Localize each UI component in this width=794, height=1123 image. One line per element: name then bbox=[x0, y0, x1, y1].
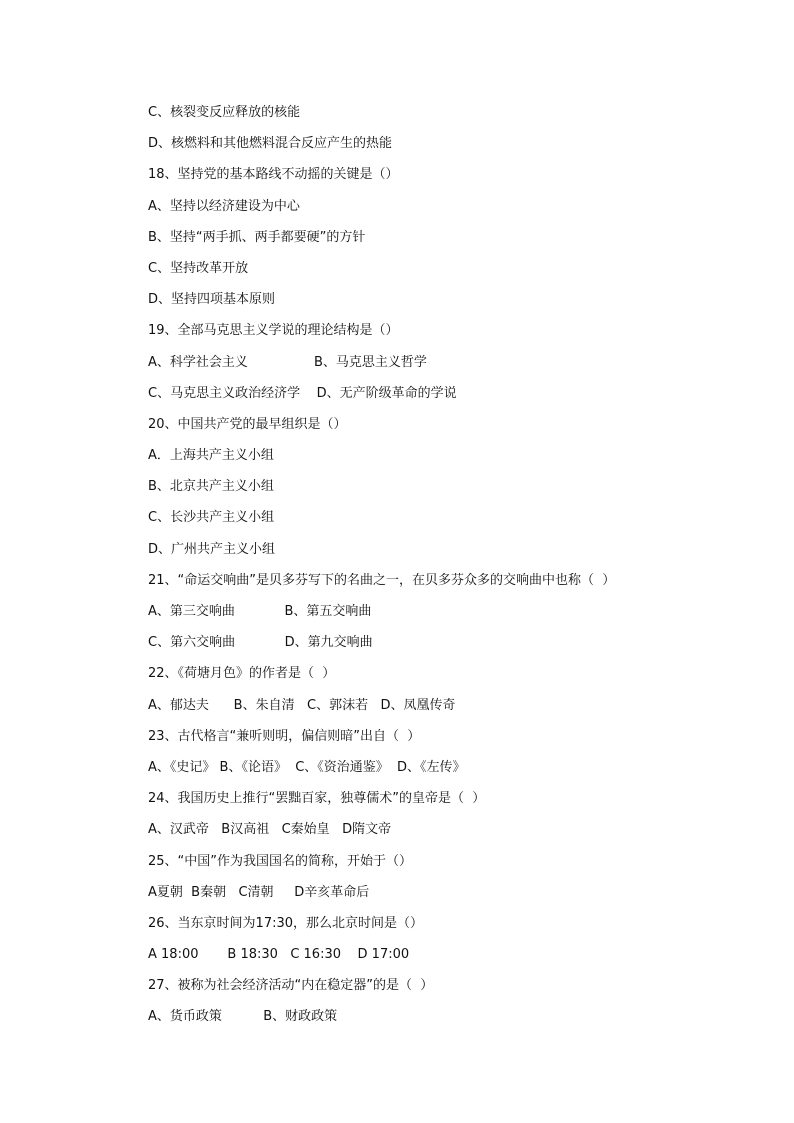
option-line: C、马克思主义政治经济学 D、无产阶级革命的学说 bbox=[148, 385, 457, 401]
option-line: A、《史记》 B、《论语》 C、《资治通鉴》 D、《左传》 bbox=[148, 759, 466, 775]
question-line: 21、“命运交响曲”是贝多芬写下的名曲之一，在贝多芬众多的交响曲中也称（ ） bbox=[148, 572, 616, 588]
option-line: B、北京共产主义小组 bbox=[148, 479, 274, 495]
question-line: 27、被称为社会经济活动“内在稳定器”的是（ ） bbox=[148, 978, 434, 994]
option-line: A 18:00 B 18:30 C 16:30 D 17:00 bbox=[148, 947, 410, 963]
question-line: 24、我国历史上推行“罢黜百家，独尊儒术”的皇帝是（ ） bbox=[148, 791, 486, 807]
option-line: A、货币政策 B、财政政策 bbox=[148, 1009, 338, 1025]
question-line: 22、《荷塘月色》的作者是（ ） bbox=[148, 666, 336, 682]
option-line: C、核裂变反应释放的核能 bbox=[148, 105, 301, 120]
option-line: D、核燃料和其他燃料混合反应产生的热能 bbox=[148, 136, 393, 152]
option-line: A、汉武帝 B汉高祖 C秦始皇 D隋文帝 bbox=[148, 822, 392, 838]
question-line: 25、“中国”作为我国国名的简称，开始于（） bbox=[148, 853, 413, 869]
option-line: D、广州共产主义小组 bbox=[148, 541, 276, 557]
option-line: C、长沙共产主义小组 bbox=[148, 510, 275, 526]
question-line: 20、中国共产党的最早组织是（） bbox=[148, 416, 347, 432]
question-list bbox=[148, 103, 748, 1039]
question-line: 18、坚持党的基本路线不动摇的关键是（） bbox=[148, 167, 399, 183]
option-line: A．上海共产主义小组 bbox=[148, 448, 274, 464]
option-line: B、坚持“两手抓、两手都要硬”的方针 bbox=[148, 229, 366, 245]
option-line: A、坚持以经济建设为中心 bbox=[148, 198, 300, 214]
question-line: 19、全部马克思主义学说的理论结构是（） bbox=[148, 323, 399, 339]
option-line: A夏朝 B秦朝 C清朝 D辛亥革命后 bbox=[148, 884, 370, 900]
question-line: 26、当东京时间为17:30，那么北京时间是（） bbox=[148, 915, 424, 931]
option-line: C、第六交响曲 D、第九交响曲 bbox=[148, 635, 373, 651]
option-line: A、郁达夫 B、朱自清 C、郭沫若 D、凤凰传奇 bbox=[148, 697, 456, 713]
question-line: 23、古代格言“兼听则明，偏信则暗”出自（ ） bbox=[148, 728, 421, 744]
option-line: C、坚持改革开放 bbox=[148, 260, 249, 276]
option-line: A、科学社会主义 B、马克思主义哲学 bbox=[148, 354, 427, 370]
option-line: D、坚持四项基本原则 bbox=[148, 292, 276, 308]
option-line: A、第三交响曲 B、第五交响曲 bbox=[148, 604, 372, 619]
